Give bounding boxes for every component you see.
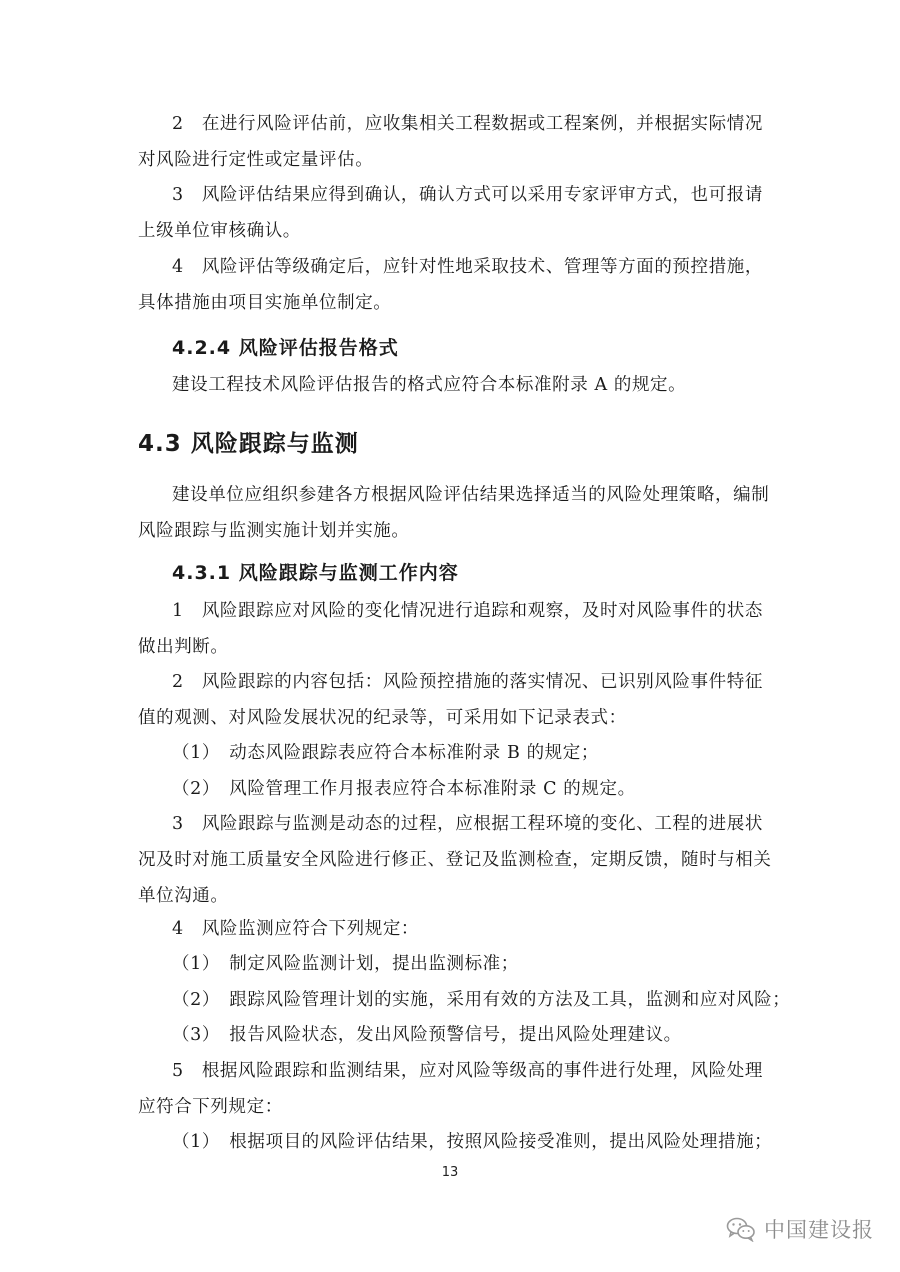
text-line: 3 风险评估结果应得到确认，确认方式可以采用专家评审方式，也可报请 — [172, 185, 763, 205]
section-heading-4-3-1: 4.3.1 风险跟踪与监测工作内容 — [172, 562, 459, 584]
text-line: 建设单位应组织参建各方根据风险评估结果选择适当的风险处理策略，编制 — [172, 485, 770, 505]
text-line: （1） 制定风险监测计划，提出监测标准； — [172, 954, 519, 974]
paragraph-4-3-body — [138, 477, 768, 549]
text-line: 值的观测、对风险发展状况的纪录等，可采用如下记录表式： — [138, 708, 627, 728]
text-line: 建设工程技术风险评估报告的格式应符合本标准附录 A 的规定。 — [172, 375, 687, 395]
text-line: （2） 跟踪风险管理计划的实施，采用有效的方法及工具，监测和应对风险； — [172, 990, 791, 1010]
watermark-text: 中国建设报 — [764, 1218, 874, 1242]
sub-item-4-3 — [138, 1017, 768, 1053]
page-number: 13 — [441, 1165, 459, 1180]
text-line: （3） 报告风险状态，发出风险预警信号，提出风险处理建议。 — [172, 1025, 682, 1045]
paragraph-item-2 — [138, 106, 768, 178]
text-line: 具体措施由项目实施单位制定。 — [138, 293, 392, 313]
sub-item-4-1 — [138, 946, 768, 982]
text-line: 2 在进行风险评估前，应收集相关工程数据或工程案例，并根据实际情况 — [172, 114, 763, 134]
text-line: 做出判断。 — [138, 637, 229, 657]
text-line: 5 根据风险跟踪和监测结果，应对风险等级高的事件进行处理，风险处理 — [172, 1061, 763, 1081]
text-line: 3 风险跟踪与监测是动态的过程，应根据工程环境的变化、工程的进展状 — [172, 814, 763, 834]
paragraph-4-3-1-item-3 — [138, 806, 772, 914]
text-line: 风险跟踪与监测实施计划并实施。 — [138, 521, 410, 541]
text-line: （1） 根据项目的风险评估结果，按照风险接受准则，提出风险处理措施； — [172, 1132, 773, 1152]
section-heading-4-3: 4.3 风险跟踪与监测 — [138, 431, 359, 457]
text-line: （2） 风险管理工作月报表应符合本标准附录 C 的规定。 — [172, 779, 636, 799]
paragraph-4-3-1-item-1 — [138, 593, 768, 665]
source-watermark — [726, 1214, 874, 1244]
sub-item-2-1 — [138, 735, 768, 771]
text-line: 2 风险跟踪的内容包括：风险预控措施的落实情况、已识别风险事件特征 — [172, 672, 763, 692]
text-line: 应符合下列规定： — [138, 1097, 283, 1117]
section-heading-4-2-4: 4.2.4 风险评估报告格式 — [172, 337, 399, 359]
paragraph-4-2-4-body — [138, 367, 768, 403]
paragraph-4-3-1-item-5 — [138, 1053, 768, 1125]
text-line: 4 风险评估等级确定后，应针对性地采取技术、管理等方面的预控措施， — [172, 257, 763, 277]
text-line: 4 风险监测应符合下列规定： — [172, 919, 420, 939]
sub-item-5-1 — [138, 1124, 773, 1160]
text-line: 1 风险跟踪应对风险的变化情况进行追踪和观察，及时对风险事件的状态 — [172, 601, 763, 621]
sub-item-4-2 — [138, 982, 791, 1018]
paragraph-item-3 — [138, 177, 768, 249]
paragraph-item-4 — [138, 249, 768, 321]
text-line: （1） 动态风险跟踪表应符合本标准附录 B 的规定； — [172, 743, 599, 763]
paragraph-4-3-1-item-4 — [138, 911, 768, 947]
wechat-icon — [726, 1216, 756, 1242]
text-line: 单位沟通。 — [138, 886, 229, 906]
sub-item-2-2 — [138, 771, 768, 807]
paragraph-4-3-1-item-2 — [138, 664, 768, 736]
text-line: 况及时对施工质量安全风险进行修正、登记及监测检查，定期反馈，随时与相关 — [138, 850, 772, 870]
text-line: 对风险进行定性或定量评估。 — [138, 150, 374, 170]
text-line: 上级单位审核确认。 — [138, 221, 301, 241]
